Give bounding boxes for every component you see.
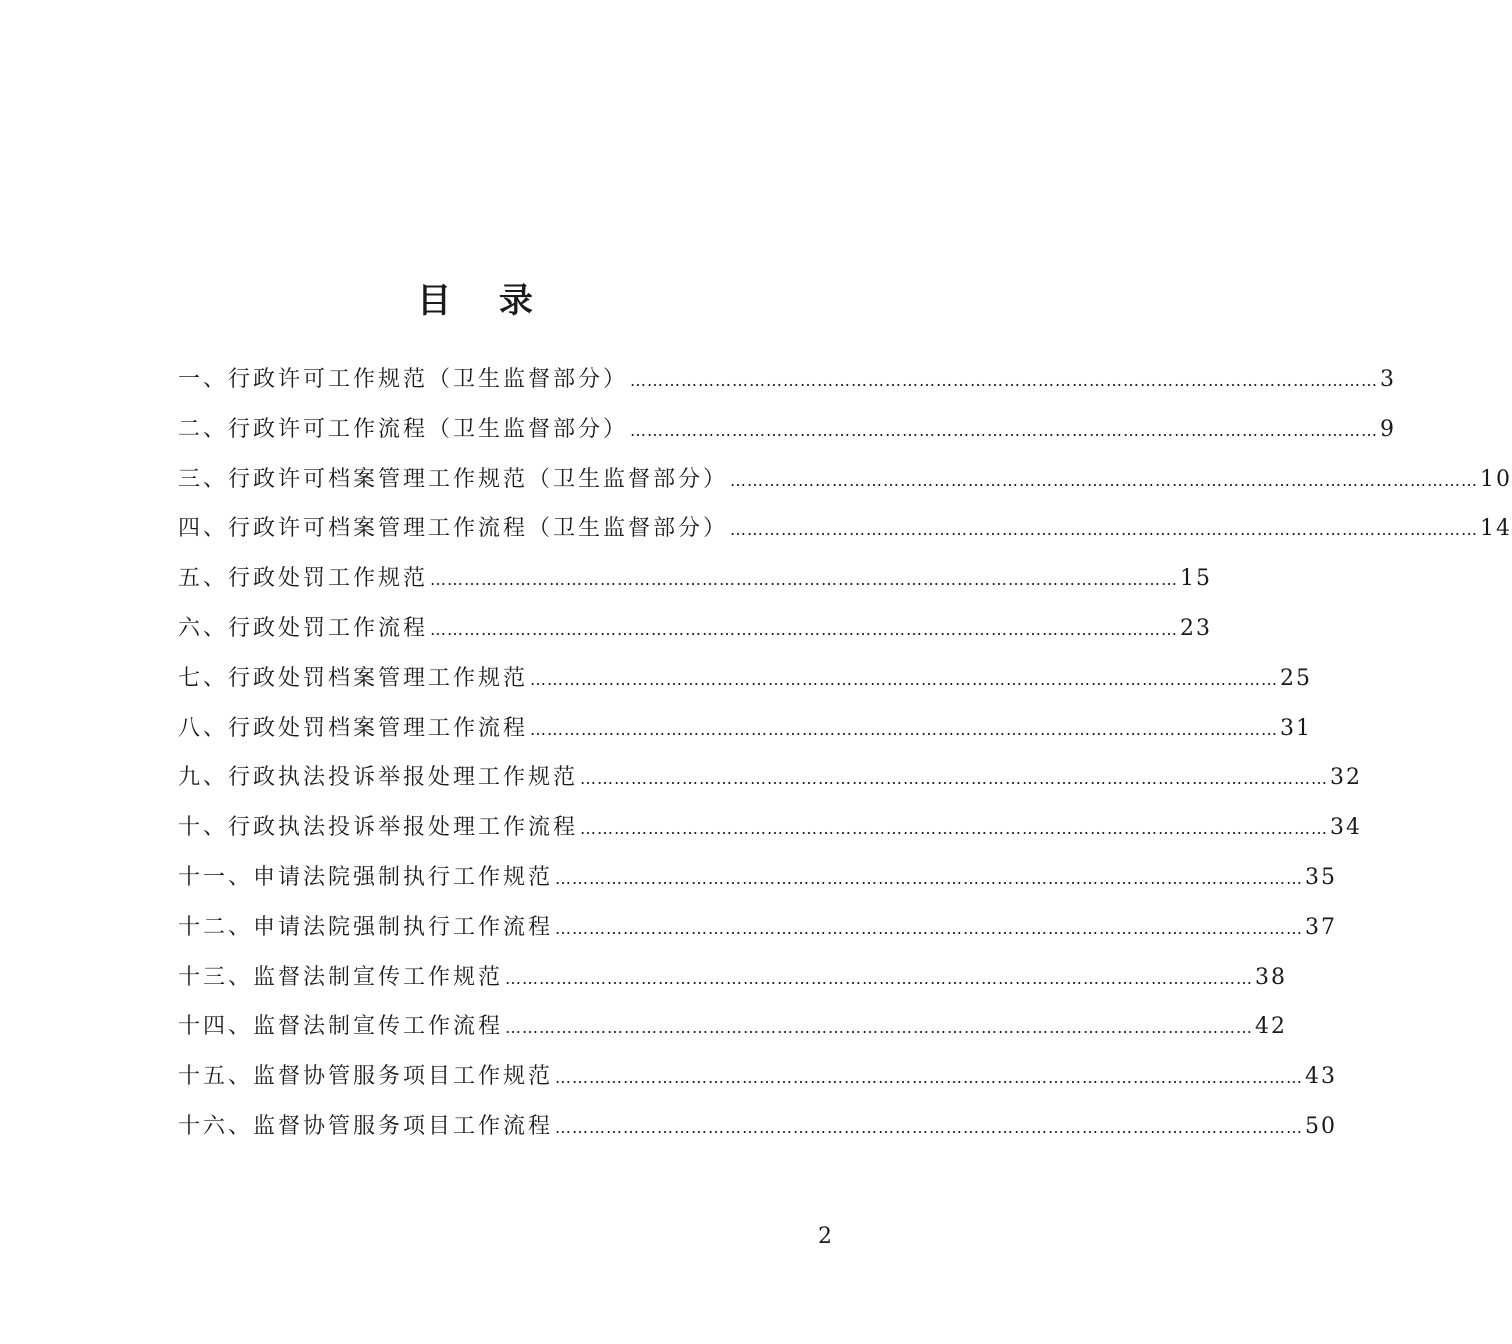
toc-entry-label: 五、行政处罚工作规范 (178, 566, 429, 592)
toc-entry-page: 14 (1480, 516, 1512, 542)
toc-dot-leader: …………………………………………………………………………………………………………………… (505, 968, 1254, 988)
toc-entry-label: 十三、监督法制宣传工作规范 (178, 964, 504, 990)
toc-entry-label: 六、行政处罚工作流程 (178, 615, 429, 641)
toc-entry (178, 803, 1363, 853)
toc-dot-leader: …………………………………………………………………………………………………………………… (730, 520, 1479, 540)
toc-entry-label: 十一、申请法院强制执行工作规范 (178, 864, 554, 890)
toc-entry-page: 25 (1280, 665, 1313, 691)
toc-entry (178, 953, 1288, 1003)
toc-entry (178, 1002, 1288, 1052)
toc-dot-leader: …………………………………………………………………………………………………………………… (530, 719, 1279, 739)
table-of-contents (178, 355, 1512, 1152)
toc-dot-leader: …………………………………………………………………………………………………………………… (555, 918, 1304, 938)
toc-entry-page: 10 (1480, 466, 1512, 492)
toc-entry (178, 704, 1313, 754)
toc-dot-leader: …………………………………………………………………………………………………………………… (430, 619, 1179, 639)
toc-entry-page: 15 (1180, 566, 1213, 592)
toc-entry-label: 十六、监督协管服务项目工作流程 (178, 1113, 554, 1139)
toc-dot-leader: …………………………………………………………………………………………………………………… (580, 819, 1329, 839)
toc-entry (178, 1052, 1338, 1102)
toc-entry-label: 十四、监督法制宣传工作流程 (178, 1014, 504, 1040)
page-number: 2 (818, 1224, 832, 1249)
toc-entry-page: 3 (1380, 367, 1397, 392)
toc-entry-page: 35 (1305, 864, 1338, 890)
toc-entry-page: 37 (1305, 914, 1338, 940)
toc-dot-leader: …………………………………………………………………………………………………………………… (580, 769, 1329, 789)
toc-dot-leader: …………………………………………………………………………………………………………………… (430, 570, 1179, 590)
toc-dot-leader: …………………………………………………………………………………………………………………… (530, 669, 1279, 689)
toc-dot-leader: …………………………………………………………………………………………………………………… (630, 371, 1379, 390)
toc-entry-label: 二、行政许可工作流程（卫生监督部分） (178, 416, 629, 442)
toc-entry-label: 八、行政处罚档案管理工作流程 (178, 715, 529, 741)
toc-entry (178, 903, 1338, 953)
toc-entry (178, 604, 1213, 654)
toc-dot-leader: …………………………………………………………………………………………………………………… (630, 420, 1379, 440)
toc-entry (178, 753, 1363, 803)
toc-entry-page: 9 (1380, 416, 1397, 442)
page-title: 目 录 (417, 281, 551, 321)
toc-entry-page: 50 (1305, 1113, 1338, 1139)
toc-entry-page: 38 (1255, 964, 1288, 990)
toc-entry (178, 455, 1512, 505)
toc-entry-page: 23 (1180, 615, 1213, 641)
toc-entry-label: 三、行政许可档案管理工作规范（卫生监督部分） (178, 466, 729, 492)
toc-entry-label: 十五、监督协管服务项目工作规范 (178, 1064, 554, 1090)
toc-entry-label: 七、行政处罚档案管理工作规范 (178, 665, 529, 691)
toc-entry (178, 654, 1313, 704)
toc-entry-label: 十、行政执法投诉举报处理工作流程 (178, 815, 579, 841)
toc-dot-leader: …………………………………………………………………………………………………………………… (555, 868, 1304, 888)
toc-entry (178, 504, 1512, 554)
toc-dot-leader: …………………………………………………………………………………………………………………… (730, 470, 1479, 490)
toc-dot-leader: …………………………………………………………………………………………………………………… (505, 1018, 1254, 1038)
toc-entry-page: 42 (1255, 1014, 1288, 1040)
toc-dot-leader: …………………………………………………………………………………………………………………… (555, 1068, 1304, 1088)
toc-entry (178, 405, 1397, 455)
toc-entry-page: 31 (1280, 715, 1313, 741)
toc-entry-page: 32 (1330, 765, 1363, 791)
toc-entry (178, 355, 1397, 405)
toc-entry-label: 四、行政许可档案管理工作流程（卫生监督部分） (178, 516, 729, 542)
toc-entry-label: 十二、申请法院强制执行工作流程 (178, 914, 554, 940)
toc-entry (178, 554, 1213, 604)
toc-entry (178, 1102, 1338, 1152)
toc-entry-label: 一、行政许可工作规范（卫生监督部分） (178, 367, 629, 392)
toc-entry-page: 43 (1305, 1064, 1338, 1090)
toc-dot-leader: …………………………………………………………………………………………………………………… (555, 1117, 1304, 1137)
toc-entry-label: 九、行政执法投诉举报处理工作规范 (178, 765, 579, 791)
toc-entry (178, 853, 1338, 903)
toc-entry-page: 34 (1330, 815, 1363, 841)
